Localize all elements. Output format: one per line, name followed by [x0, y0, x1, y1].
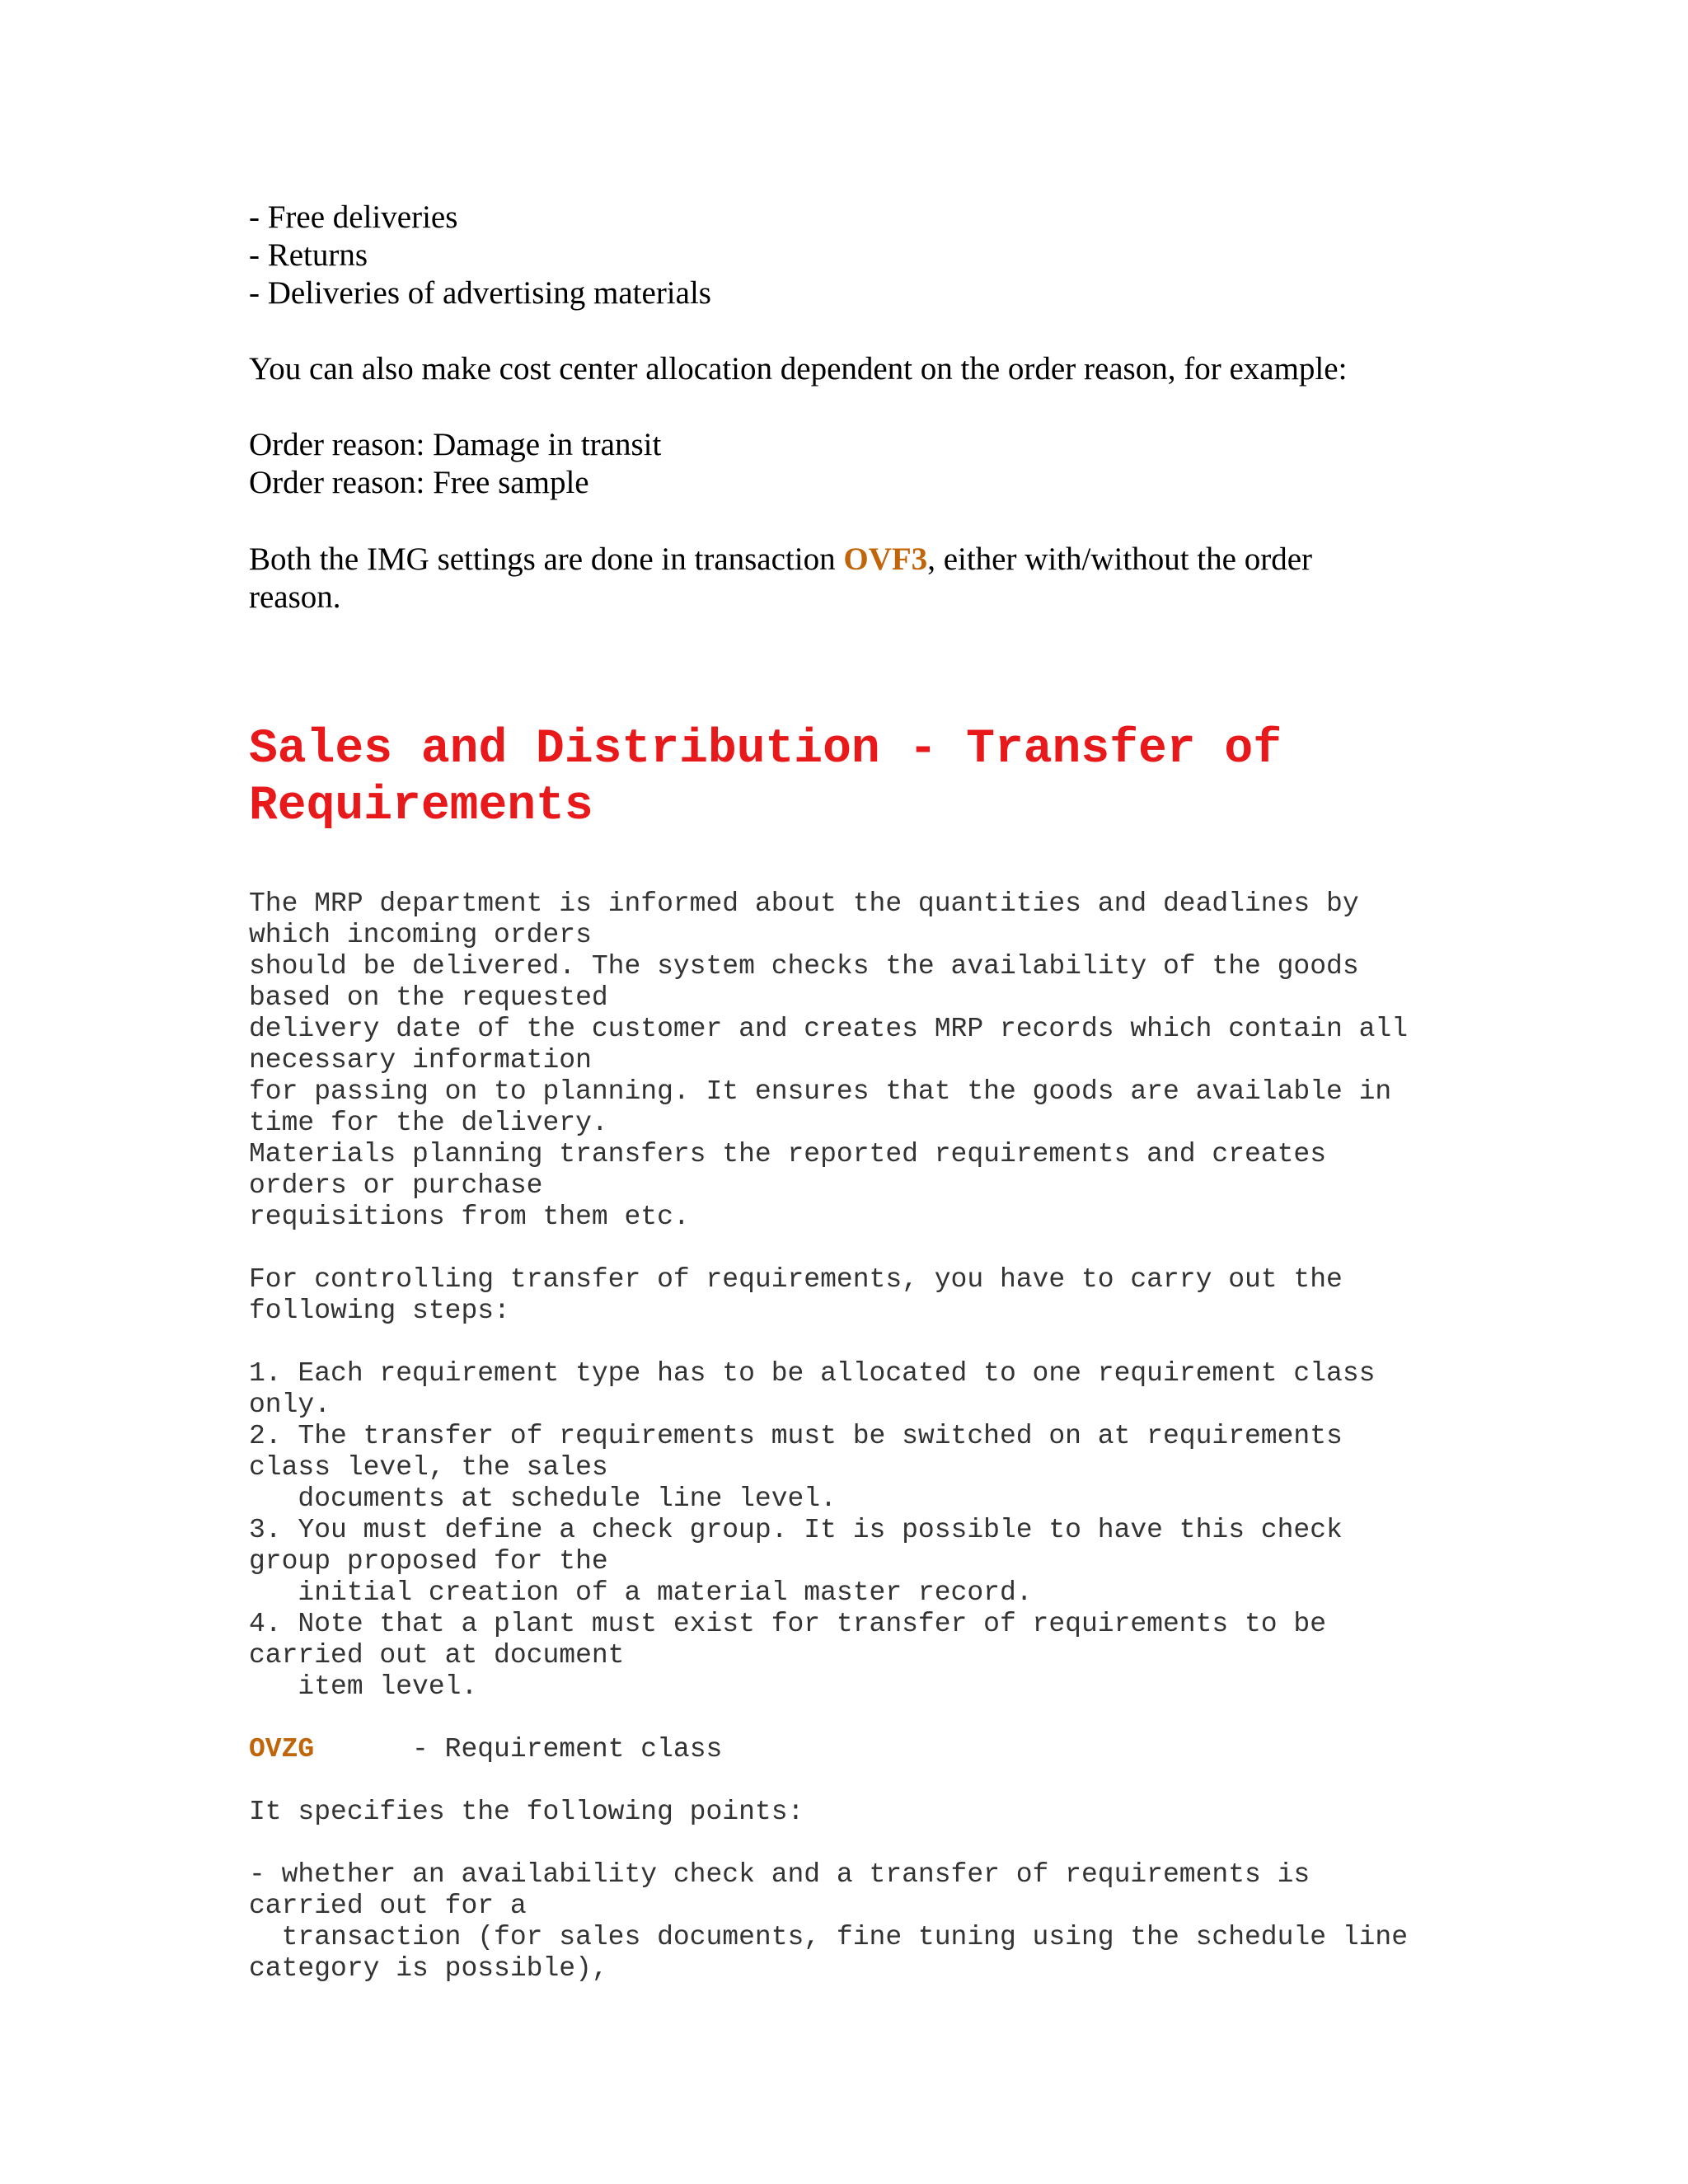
body-line: delivery date of the customer and creates MRP records which contain all: [249, 1014, 1409, 1044]
step-line: carried out at document: [249, 1640, 625, 1671]
body-line: orders or purchase: [249, 1170, 543, 1201]
steps-intro: [249, 1264, 1343, 1327]
step-line: 4. Note that a plant must exist for transfer of requirements to be: [249, 1609, 1327, 1639]
steps-list: [249, 1358, 1375, 1703]
step-line: initial creation of a material master record.: [249, 1577, 1033, 1608]
body-line: necessary information: [249, 1045, 592, 1076]
section-title-line: Sales and Distribution - Transfer of: [249, 723, 1282, 776]
point-line: transaction (for sales documents, fine tuning using the schedule line: [249, 1922, 1409, 1952]
body-line: Materials planning transfers the reported requirements and creates: [249, 1139, 1327, 1169]
img-settings-line: reason.: [249, 579, 341, 615]
section-title: [249, 721, 1282, 835]
step-line: 1. Each requirement type has to be allocated to one requirement class: [249, 1358, 1376, 1389]
order-reason-list: [249, 426, 661, 502]
step-line: item level.: [249, 1671, 478, 1702]
requirement-class-line: [249, 1734, 722, 1765]
list-item: - Deliveries of advertising materials: [249, 275, 711, 311]
order-reason-item: Order reason: Free sample: [249, 465, 589, 500]
point-line: - whether an availability check and a transfer of requirements is: [249, 1859, 1311, 1890]
step-line: 2. The transfer of requirements must be switched on at requirements: [249, 1421, 1343, 1451]
mrp-description: [249, 888, 1408, 1233]
img-settings-paragraph: [249, 541, 1312, 616]
body-line: requisitions from them etc.: [249, 1202, 690, 1232]
body-line: The MRP department is informed about the quantities and deadlines by: [249, 888, 1359, 919]
body-line: which incoming orders: [249, 920, 592, 950]
body-line: for passing on to planning. It ensures that the goods are available in: [249, 1076, 1392, 1107]
step-line: documents at schedule line level.: [249, 1483, 837, 1514]
body-line: following steps:: [249, 1296, 510, 1326]
point-line: carried out for a: [249, 1891, 527, 1921]
transaction-code-ovf3: OVF3: [843, 541, 928, 577]
step-line: class level, the sales: [249, 1452, 608, 1483]
body-line: should be delivered. The system checks the availability of the goods: [249, 951, 1359, 982]
img-settings-prefix: Both the IMG settings are done in transaction: [249, 541, 844, 577]
body-line: For controlling transfer of requirements, you have to carry out the: [249, 1264, 1343, 1295]
step-line: group proposed for the: [249, 1546, 608, 1577]
body-line: based on the requested: [249, 982, 608, 1013]
point-line: category is possible),: [249, 1953, 608, 1984]
list-item: - Returns: [249, 237, 368, 273]
body-line: time for the delivery.: [249, 1108, 608, 1138]
img-settings-suffix: , either with/without the order: [927, 541, 1312, 577]
step-line: 3. You must define a check group. It is possible to have this check: [249, 1515, 1343, 1545]
step-line: only.: [249, 1390, 331, 1420]
list-item: - Free deliveries: [249, 199, 458, 235]
order-reason-item: Order reason: Damage in transit: [249, 427, 662, 462]
points-list: [249, 1859, 1408, 1985]
specifies-text: It specifies the following points:: [249, 1797, 804, 1827]
img-settings-line: [249, 541, 1312, 579]
delivery-type-list: [249, 199, 711, 312]
requirement-class-label: - Requirement class: [314, 1734, 723, 1765]
intro-text: You can also make cost center allocation dependent on the order reason, for example:: [249, 351, 1348, 387]
section-title-line: Requirements: [249, 780, 593, 833]
transaction-code-ovzg: OVZG: [249, 1734, 315, 1765]
